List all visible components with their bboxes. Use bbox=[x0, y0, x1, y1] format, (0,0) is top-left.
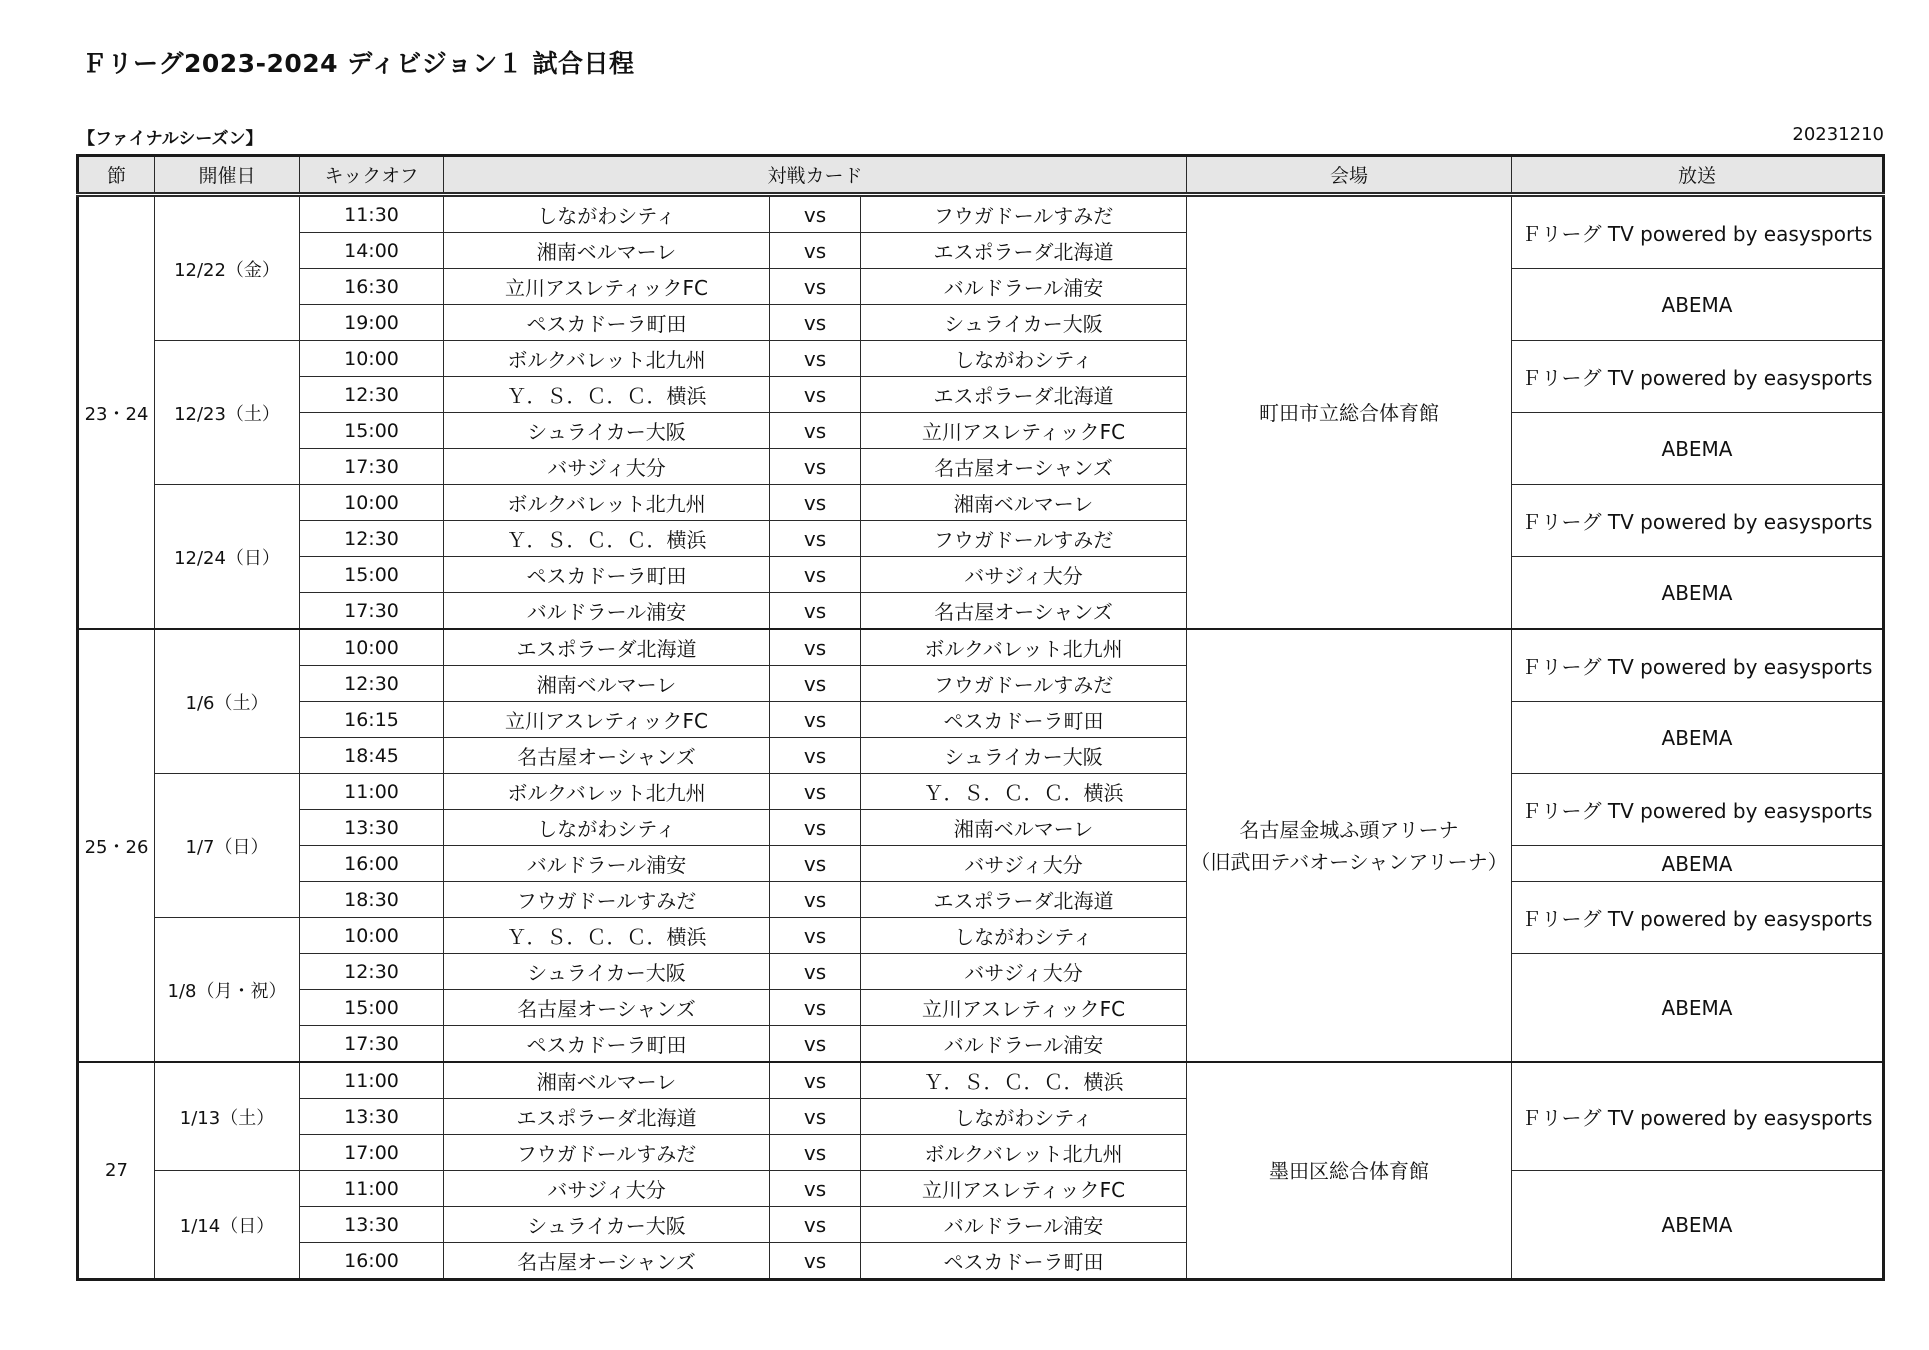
kickoff-time: 16:15 bbox=[300, 702, 444, 738]
home-team: 立川アスレティックFC bbox=[444, 269, 770, 305]
match-date: 12/24（日） bbox=[155, 485, 300, 630]
home-team: バルドラール浦安 bbox=[444, 846, 770, 882]
vs-label: vs bbox=[770, 521, 861, 557]
match-row bbox=[78, 195, 1884, 233]
header-matchup: 対戦カード bbox=[444, 156, 1187, 195]
vs-label: vs bbox=[770, 305, 861, 341]
match-row bbox=[78, 485, 1884, 521]
vs-label: vs bbox=[770, 233, 861, 269]
round-cell: 23・24 bbox=[78, 195, 155, 630]
venue-cell bbox=[1187, 195, 1512, 630]
header-date: 開催日 bbox=[155, 156, 300, 195]
kickoff-time: 11:00 bbox=[300, 774, 444, 810]
vs-label: vs bbox=[770, 1026, 861, 1063]
vs-label: vs bbox=[770, 269, 861, 305]
away-team: ペスカドーラ町田 bbox=[861, 702, 1187, 738]
vs-label: vs bbox=[770, 341, 861, 377]
match-row bbox=[78, 774, 1884, 810]
venue-cell bbox=[1187, 629, 1512, 1062]
away-team: フウガドールすみだ bbox=[861, 666, 1187, 702]
vs-label: vs bbox=[770, 954, 861, 990]
vs-label: vs bbox=[770, 882, 861, 918]
home-team: シュライカー大阪 bbox=[444, 954, 770, 990]
kickoff-time: 16:30 bbox=[300, 269, 444, 305]
home-team: ボルクバレット北九州 bbox=[444, 774, 770, 810]
broadcast-cell: Ｆリーグ TV powered by easysports bbox=[1512, 882, 1884, 954]
vs-label: vs bbox=[770, 846, 861, 882]
broadcast-cell: ABEMA bbox=[1512, 269, 1884, 341]
away-team: 湘南ベルマーレ bbox=[861, 485, 1187, 521]
home-team: ペスカドーラ町田 bbox=[444, 305, 770, 341]
away-team: 湘南ベルマーレ bbox=[861, 810, 1187, 846]
kickoff-time: 13:30 bbox=[300, 1099, 444, 1135]
home-team: ペスカドーラ町田 bbox=[444, 557, 770, 593]
vs-label: vs bbox=[770, 1099, 861, 1135]
away-team: しながわシティ bbox=[861, 1099, 1187, 1135]
home-team: 名古屋オーシャンズ bbox=[444, 738, 770, 774]
schedule-table bbox=[76, 154, 1885, 1281]
match-row bbox=[78, 557, 1884, 593]
kickoff-time: 11:00 bbox=[300, 1171, 444, 1207]
vs-label: vs bbox=[770, 1062, 861, 1099]
home-team: Ｙ．Ｓ．Ｃ．Ｃ．横浜 bbox=[444, 521, 770, 557]
away-team: 立川アスレティックFC bbox=[861, 1171, 1187, 1207]
away-team: 名古屋オーシャンズ bbox=[861, 593, 1187, 630]
broadcast-cell: Ｆリーグ TV powered by easysports bbox=[1512, 341, 1884, 413]
away-team: ボルクバレット北九州 bbox=[861, 629, 1187, 666]
home-team: エスポラーダ北海道 bbox=[444, 1099, 770, 1135]
vs-label: vs bbox=[770, 1207, 861, 1243]
home-team: フウガドールすみだ bbox=[444, 882, 770, 918]
away-team: Ｙ．Ｓ．Ｃ．Ｃ．横浜 bbox=[861, 774, 1187, 810]
kickoff-time: 16:00 bbox=[300, 846, 444, 882]
kickoff-time: 10:00 bbox=[300, 629, 444, 666]
home-team: 湘南ベルマーレ bbox=[444, 1062, 770, 1099]
away-team: バサジィ大分 bbox=[861, 954, 1187, 990]
home-team: バサジィ大分 bbox=[444, 449, 770, 485]
home-team: エスポラーダ北海道 bbox=[444, 629, 770, 666]
venue-name-line: （旧武田テバオーシャンアリーナ） bbox=[1190, 849, 1508, 874]
match-date: 1/14（日） bbox=[155, 1171, 300, 1280]
match-row bbox=[78, 1171, 1884, 1207]
kickoff-time: 16:00 bbox=[300, 1243, 444, 1280]
kickoff-time: 17:30 bbox=[300, 1026, 444, 1063]
away-team: エスポラーダ北海道 bbox=[861, 882, 1187, 918]
away-team: しながわシティ bbox=[861, 341, 1187, 377]
header-round: 節 bbox=[78, 156, 155, 195]
kickoff-time: 15:00 bbox=[300, 557, 444, 593]
broadcast-cell: ABEMA bbox=[1512, 846, 1884, 882]
vs-label: vs bbox=[770, 449, 861, 485]
home-team: 湘南ベルマーレ bbox=[444, 233, 770, 269]
broadcast-cell: Ｆリーグ TV powered by easysports bbox=[1512, 1062, 1884, 1171]
match-date: 1/8（月・祝） bbox=[155, 918, 300, 1063]
kickoff-time: 13:30 bbox=[300, 810, 444, 846]
venue-name-line: 墨田区総合体育館 bbox=[1269, 1158, 1430, 1183]
match-date: 1/6（土） bbox=[155, 629, 300, 774]
vs-label: vs bbox=[770, 1171, 861, 1207]
home-team: 湘南ベルマーレ bbox=[444, 666, 770, 702]
broadcast-cell: ABEMA bbox=[1512, 702, 1884, 774]
away-team: シュライカー大阪 bbox=[861, 738, 1187, 774]
away-team: バサジィ大分 bbox=[861, 557, 1187, 593]
match-row bbox=[78, 413, 1884, 449]
vs-label: vs bbox=[770, 810, 861, 846]
broadcast-cell: Ｆリーグ TV powered by easysports bbox=[1512, 774, 1884, 846]
match-row bbox=[78, 269, 1884, 305]
home-team: しながわシティ bbox=[444, 810, 770, 846]
away-team: Ｙ．Ｓ．Ｃ．Ｃ．横浜 bbox=[861, 1062, 1187, 1099]
vs-label: vs bbox=[770, 1135, 861, 1171]
vs-label: vs bbox=[770, 918, 861, 954]
kickoff-time: 12:30 bbox=[300, 954, 444, 990]
home-team: バルドラール浦安 bbox=[444, 593, 770, 630]
vs-label: vs bbox=[770, 377, 861, 413]
away-team: ペスカドーラ町田 bbox=[861, 1243, 1187, 1280]
kickoff-time: 12:30 bbox=[300, 521, 444, 557]
away-team: バルドラール浦安 bbox=[861, 1207, 1187, 1243]
home-team: Ｙ．Ｓ．Ｃ．Ｃ．横浜 bbox=[444, 918, 770, 954]
match-date: 1/7（日） bbox=[155, 774, 300, 918]
home-team: ペスカドーラ町田 bbox=[444, 1026, 770, 1063]
kickoff-time: 11:30 bbox=[300, 195, 444, 233]
broadcast-cell: ABEMA bbox=[1512, 1171, 1884, 1280]
kickoff-time: 13:30 bbox=[300, 1207, 444, 1243]
away-team: フウガドールすみだ bbox=[861, 521, 1187, 557]
page-title: Ｆリーグ2023-2024 ディビジョン１ 試合日程 bbox=[82, 49, 635, 78]
vs-label: vs bbox=[770, 557, 861, 593]
round-cell: 25・26 bbox=[78, 629, 155, 1062]
schedule-body bbox=[78, 195, 1884, 1280]
away-team: しながわシティ bbox=[861, 918, 1187, 954]
vs-label: vs bbox=[770, 413, 861, 449]
away-team: フウガドールすみだ bbox=[861, 195, 1187, 233]
kickoff-time: 12:30 bbox=[300, 377, 444, 413]
vs-label: vs bbox=[770, 990, 861, 1026]
kickoff-time: 18:30 bbox=[300, 882, 444, 918]
away-team: バサジィ大分 bbox=[861, 846, 1187, 882]
broadcast-cell: Ｆリーグ TV powered by easysports bbox=[1512, 629, 1884, 702]
broadcast-cell: ABEMA bbox=[1512, 413, 1884, 485]
match-row bbox=[78, 341, 1884, 377]
away-team: 立川アスレティックFC bbox=[861, 990, 1187, 1026]
match-row bbox=[78, 846, 1884, 882]
broadcast-cell: ABEMA bbox=[1512, 557, 1884, 630]
home-team: 立川アスレティックFC bbox=[444, 702, 770, 738]
section-label: 【ファイナルシーズン】 bbox=[78, 129, 263, 149]
venue-cell bbox=[1187, 1062, 1512, 1280]
kickoff-time: 15:00 bbox=[300, 990, 444, 1026]
match-row bbox=[78, 954, 1884, 990]
home-team: フウガドールすみだ bbox=[444, 1135, 770, 1171]
match-date: 12/22（金） bbox=[155, 195, 300, 341]
kickoff-time: 11:00 bbox=[300, 1062, 444, 1099]
vs-label: vs bbox=[770, 738, 861, 774]
away-team: 名古屋オーシャンズ bbox=[861, 449, 1187, 485]
away-team: シュライカー大阪 bbox=[861, 305, 1187, 341]
home-team: しながわシティ bbox=[444, 195, 770, 233]
away-team: バルドラール浦安 bbox=[861, 269, 1187, 305]
away-team: エスポラーダ北海道 bbox=[861, 233, 1187, 269]
match-row bbox=[78, 882, 1884, 918]
away-team: バルドラール浦安 bbox=[861, 1026, 1187, 1063]
vs-label: vs bbox=[770, 1243, 861, 1280]
kickoff-time: 15:00 bbox=[300, 413, 444, 449]
home-team: シュライカー大阪 bbox=[444, 1207, 770, 1243]
kickoff-time: 14:00 bbox=[300, 233, 444, 269]
header-broadcast: 放送 bbox=[1512, 156, 1884, 195]
round-cell: 27 bbox=[78, 1062, 155, 1280]
header-kickoff: キックオフ bbox=[300, 156, 444, 195]
header-venue: 会場 bbox=[1187, 156, 1512, 195]
venue-name-line: 町田市立総合体育館 bbox=[1259, 400, 1440, 425]
home-team: 名古屋オーシャンズ bbox=[444, 1243, 770, 1280]
vs-label: vs bbox=[770, 593, 861, 630]
vs-label: vs bbox=[770, 774, 861, 810]
kickoff-time: 17:30 bbox=[300, 593, 444, 630]
match-row bbox=[78, 629, 1884, 666]
kickoff-time: 17:30 bbox=[300, 449, 444, 485]
home-team: ボルクバレット北九州 bbox=[444, 485, 770, 521]
vs-label: vs bbox=[770, 702, 861, 738]
home-team: シュライカー大阪 bbox=[444, 413, 770, 449]
vs-label: vs bbox=[770, 195, 861, 233]
venue-name-line: 名古屋金城ふ頭アリーナ bbox=[1239, 817, 1459, 842]
header-row bbox=[78, 156, 1884, 195]
kickoff-time: 12:30 bbox=[300, 666, 444, 702]
match-date: 12/23（土） bbox=[155, 341, 300, 485]
kickoff-time: 10:00 bbox=[300, 485, 444, 521]
match-row bbox=[78, 702, 1884, 738]
broadcast-cell: Ｆリーグ TV powered by easysports bbox=[1512, 195, 1884, 269]
kickoff-time: 19:00 bbox=[300, 305, 444, 341]
kickoff-time: 18:45 bbox=[300, 738, 444, 774]
away-team: ボルクバレット北九州 bbox=[861, 1135, 1187, 1171]
vs-label: vs bbox=[770, 666, 861, 702]
broadcast-cell: Ｆリーグ TV powered by easysports bbox=[1512, 485, 1884, 557]
kickoff-time: 10:00 bbox=[300, 341, 444, 377]
away-team: エスポラーダ北海道 bbox=[861, 377, 1187, 413]
kickoff-time: 17:00 bbox=[300, 1135, 444, 1171]
home-team: ボルクバレット北九州 bbox=[444, 341, 770, 377]
match-date: 1/13（土） bbox=[155, 1062, 300, 1171]
vs-label: vs bbox=[770, 629, 861, 666]
match-row bbox=[78, 1062, 1884, 1099]
broadcast-cell: ABEMA bbox=[1512, 954, 1884, 1063]
home-team: 名古屋オーシャンズ bbox=[444, 990, 770, 1026]
kickoff-time: 10:00 bbox=[300, 918, 444, 954]
home-team: バサジィ大分 bbox=[444, 1171, 770, 1207]
vs-label: vs bbox=[770, 485, 861, 521]
document-date: 20231210 bbox=[1792, 124, 1884, 145]
away-team: 立川アスレティックFC bbox=[861, 413, 1187, 449]
home-team: Ｙ．Ｓ．Ｃ．Ｃ．横浜 bbox=[444, 377, 770, 413]
